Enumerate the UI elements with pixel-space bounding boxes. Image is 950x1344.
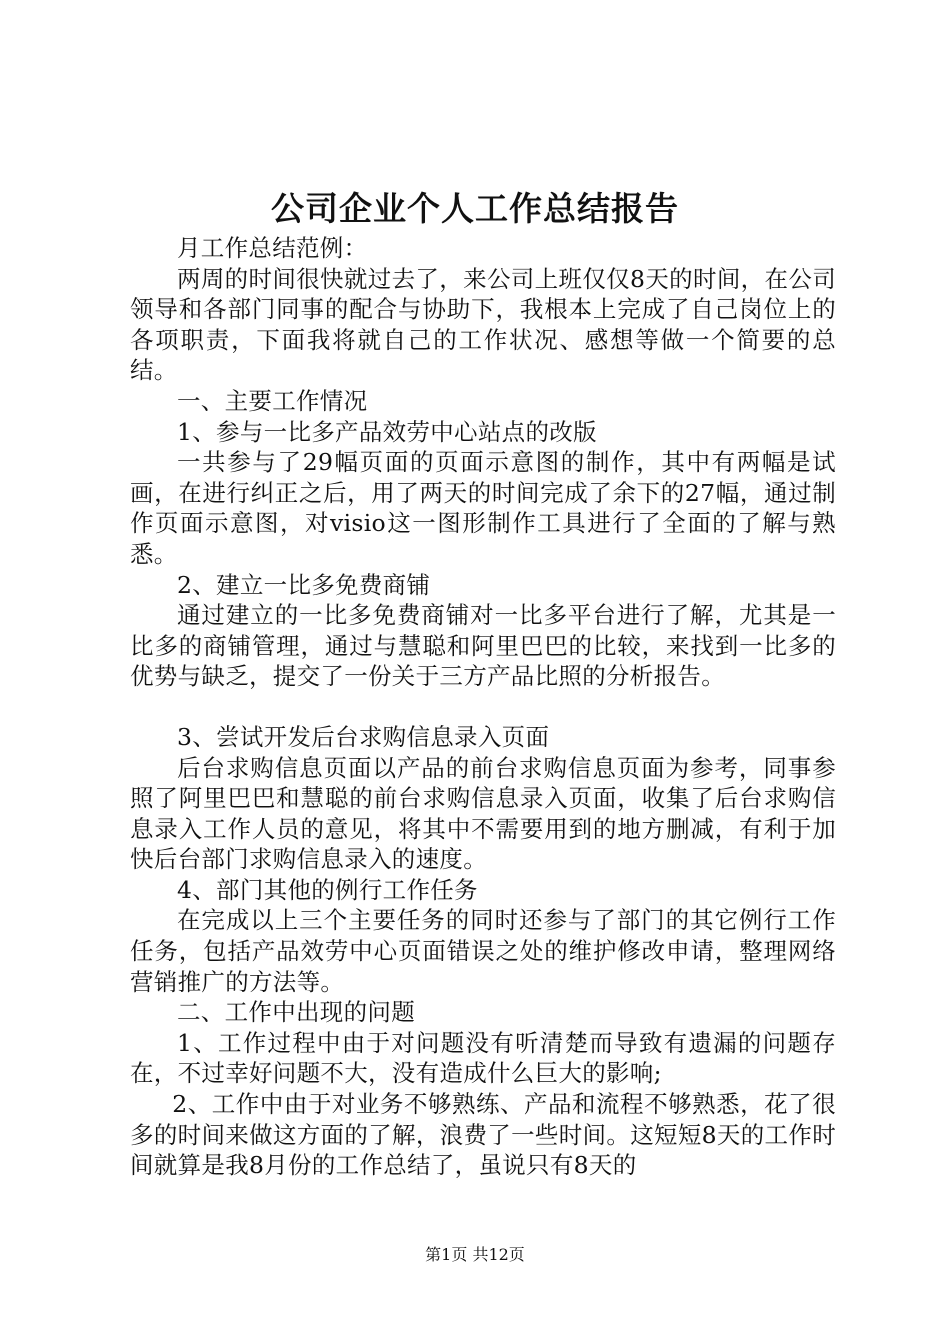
subheading-item-3: 3、尝试开发后台求购信息录入页面	[177, 722, 550, 751]
subheading-item-4: 4、部门其他的例行工作任务	[177, 875, 478, 904]
paragraph-intro: 月工作总结范例：	[177, 234, 368, 262]
paragraph-problem-1: 1、工作过程中由于对问题没有听清楚而导致有遗漏的问题存在，不过幸好问题不大，没有造成什么巨大的影响;	[130, 1028, 836, 1088]
subheading-item-1: 1、参与一比多产品效劳中心站点的改版	[177, 417, 597, 446]
paragraph-item-1: 一共参与了29幅页面的页面示意图的制作，其中有两幅是试画，在进行纠正之后，用了两天的时间完成了余下的27幅，通过制作页面示意图，对visio这一图形制作工具进行了全面的了解与熟悉。	[130, 448, 836, 568]
paragraph-overview: 两周的时间很快就过去了，来公司上班仅仅8天的时间，在公司领导和各部门同事的配合与协助下，我根本上完成了自己岗位上的各项职责，下面我将就自己的工作状况、感想等做一个简要的总结。	[130, 264, 836, 385]
document-title: 公司企业个人工作总结报告	[271, 189, 679, 228]
paragraph-item-3: 后台求购信息页面以产品的前台求购信息页面为参考，同事参照了阿里巴巴和慧聪的前台求购信息录入页面，收集了后台求购信息录入工作人员的意见，将其中不需要用到的地方删减，有利于加快后台部门求购信息录入的速度。	[130, 753, 836, 874]
paragraph-problem-2: 2、工作中由于对业务不够熟练、产品和流程不够熟悉，花了很多的时间来做这方面的了解，浪费了一些时间。这短短8天的工作时间就算是我8月份的工作总结了，虽说只有8天的	[130, 1090, 836, 1180]
section-heading-main-work: 一、主要工作情况	[177, 386, 368, 415]
page-footer: 第1页 共12页	[425, 1245, 525, 1264]
paragraph-item-2: 通过建立的一比多免费商铺对一比多平台进行了解，尤其是一比多的商铺管理，通过与慧聪和阿里巴巴的比较，来找到一比多的优势与缺乏，提交了一份关于三方产品比照的分析报告。	[130, 601, 836, 691]
section-heading-problems: 二、工作中出现的问题	[177, 998, 415, 1027]
paragraph-item-4: 在完成以上三个主要任务的同时还参与了部门的其它例行工作任务，包括产品效劳中心页面错误之处的维护修改申请，整理网络营销推广的方法等。	[130, 906, 836, 996]
document-body	[130, 233, 836, 1181]
subheading-item-2: 2、建立一比多免费商铺	[177, 570, 431, 599]
